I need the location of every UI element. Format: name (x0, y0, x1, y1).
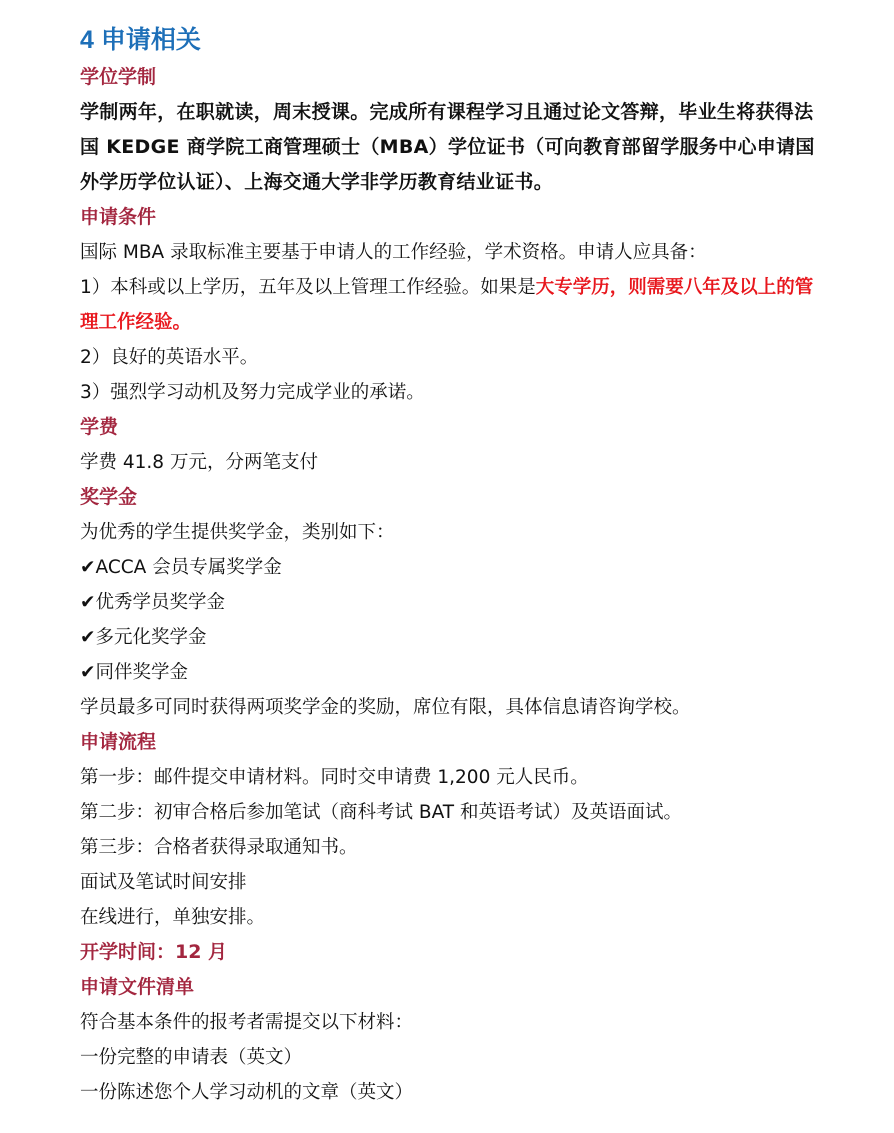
tuition-text: 学费 41.8 万元，分两笔支付 (80, 452, 318, 473)
document-item-1: 一份完整的申请表（英文） (80, 1047, 303, 1068)
requirement-item-3: 3）强烈学习动机及努力完成学业的承诺。 (80, 382, 425, 403)
requirement-item-2: 2）良好的英语水平。 (80, 347, 259, 368)
scholarship-item-label: 多元化奖学金 (95, 627, 207, 648)
scholarship-item (80, 585, 820, 620)
check-mark-icon: ✔ (80, 662, 96, 683)
process-step-3: 第三步：合格者获得录取通知书。 (80, 837, 358, 858)
schedule-label: 面试及笔试时间安排 (80, 872, 247, 893)
scholarship-item-label: ACCA 会员专属奖学金 (95, 557, 282, 578)
scholarship-note: 学员最多可同时获得两项奖学金的奖励，席位有限，具体信息请咨询学校。 (80, 697, 691, 718)
requirements-intro: 国际 MBA 录取标准主要基于申请人的工作经验，学术资格。申请人应具备： (80, 242, 707, 263)
scholarship-item (80, 550, 820, 585)
scholarship-item (80, 655, 820, 690)
requirement-item-1-text: 1）本科或以上学历，五年及以上管理工作经验。如果是 (80, 277, 536, 298)
scholarship-heading: 奖学金 (80, 486, 138, 508)
check-mark-icon: ✔ (80, 627, 96, 648)
scholarship-item (80, 620, 820, 655)
document-page (80, 20, 820, 1110)
requirements-heading: 申请条件 (80, 206, 157, 228)
scholarship-item-label: 同伴奖学金 (95, 662, 189, 683)
start-date-heading: 开学时间：12 月 (80, 941, 228, 963)
page-title: 4 申请相关 (80, 26, 201, 54)
process-step-2: 第二步：初审合格后参加笔试（商科考试 BAT 和英语考试）及英语面试。 (80, 802, 682, 823)
process-heading: 申请流程 (80, 731, 157, 753)
document-item-2: 一份陈述您个人学习动机的文章（英文） (80, 1082, 414, 1103)
requirement-item-1-highlight: 大专学历，则需要八年及以上的管理工作经验。 (80, 277, 814, 333)
scholarship-intro: 为优秀的学生提供奖学金，类别如下： (80, 522, 395, 543)
process-step-1: 第一步：邮件提交申请材料。同时交申请费 1,200 元人民币。 (80, 767, 589, 788)
check-mark-icon: ✔ (80, 592, 96, 613)
documents-heading: 申请文件清单 (80, 976, 195, 998)
requirement-item-1 (80, 270, 820, 340)
degree-text: 学制两年，在职就读，周末授课。完成所有课程学习且通过论文答辩，毕业生将获得法国 KEDGE 商学院工商管理硕士（MBA）学位证书（可向教育部留学服务中心申请国外学历学位认证）、上海交通大学非学历教育结业证书。 (80, 101, 815, 193)
scholarship-item-label: 优秀学员奖学金 (95, 592, 226, 613)
tuition-heading: 学费 (80, 416, 119, 438)
check-mark-icon: ✔ (80, 557, 96, 578)
schedule-text: 在线进行，单独安排。 (80, 907, 266, 928)
degree-heading: 学位学制 (80, 66, 157, 88)
documents-intro: 符合基本条件的报考者需提交以下材料： (80, 1012, 414, 1033)
